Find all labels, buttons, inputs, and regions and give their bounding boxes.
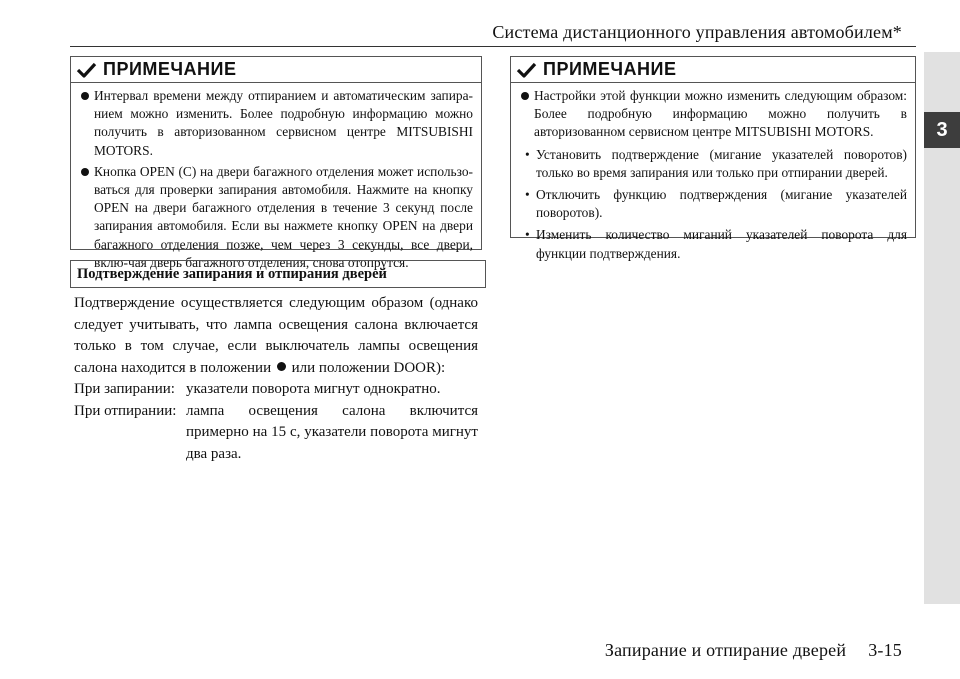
header-divider xyxy=(70,46,916,47)
page-footer xyxy=(605,640,902,661)
note-heading-label: ПРИМЕЧАНИЕ xyxy=(103,59,237,79)
note-subitem: • Изменить количество миганий указателей поворота для функции подтверждения. xyxy=(525,226,907,262)
dot-position-icon xyxy=(277,362,286,371)
note-subitem: • Отключить функцию подтверждения (мигание указателей поворотов). xyxy=(525,186,907,222)
checkmark-icon xyxy=(515,62,537,78)
body-text-part1: Подтверждение осуществляется следующим образом (однако следует учитывать, что лампа освещения салона включается только в том случае, если выключатель лампы освещения салона находится в положении xyxy=(74,295,478,376)
section-heading: Подтверждение запирания и отпирания дверей xyxy=(70,260,486,288)
note-subitem: • Установить подтверждение (мигание указателей поворотов) только во время запирания или только при отпирании дверей. xyxy=(525,146,907,182)
note-bullet: Настройки этой функции можно изменить следующим образом: Более подробную информацию можно получить в авторизованном сервисном центре MITSUBISHI MOTORS. xyxy=(519,87,907,142)
chapter-tab: 3 xyxy=(924,112,960,148)
definition-row xyxy=(74,401,478,466)
confirmation-list xyxy=(74,379,478,465)
note-bullet: Кнопка OPEN (C) на двери багажного отделения может использо-ваться для проверки запирания автомобиля. Нажмите на кнопку OPEN на двери багажного отделения в течение 3 секунд после запирания автомобиля. Если вы нажмете кнопку OPEN на двери багажного отделения позже, чем через 3 секунды, все двери, вклю-чая дверь багажного отделения, снова отопрутся. xyxy=(79,163,473,272)
definition-desc: лампа освещения салона включится примерно на 15 с, указатели поворота мигнут два раза. xyxy=(186,402,478,462)
footer-section: Запирание и отпирание дверей xyxy=(604,640,847,660)
body-text-part2: или положении DOOR): xyxy=(291,359,446,376)
definition-term: При отпирании: xyxy=(74,402,177,419)
page-number: 3-15 xyxy=(868,640,902,660)
checkmark-icon xyxy=(75,62,97,78)
note-heading xyxy=(511,57,915,83)
running-header: Система дистанционного управления автомобилем* xyxy=(492,22,902,42)
note-heading-label: ПРИМЕЧАНИЕ xyxy=(543,59,677,79)
definition-desc: указатели поворота мигнут однократно. xyxy=(186,381,441,397)
note-bullet: Интервал времени между отпиранием и автоматическим запира-нием можно изменить. Более подробную информацию можно получить в авторизованном сервисном центре MITSUBISHI MOTORS. xyxy=(79,87,473,160)
definition-term: При запирании: xyxy=(74,381,175,397)
note-heading xyxy=(71,57,481,83)
definition-row xyxy=(74,379,478,401)
note-box-left xyxy=(70,56,482,270)
body-paragraph xyxy=(74,293,478,379)
note-box-right xyxy=(510,56,916,261)
